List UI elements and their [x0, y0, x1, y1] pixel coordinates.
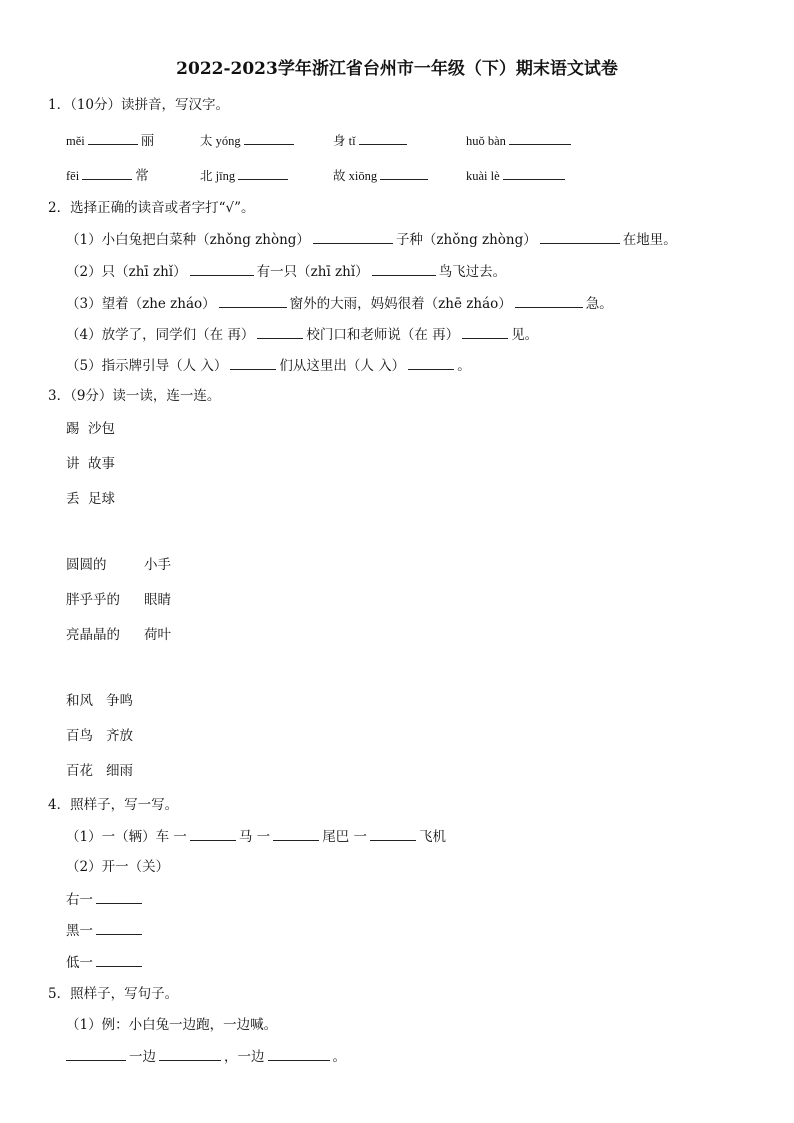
q1-item	[466, 131, 574, 150]
pinyin-text: měi	[66, 134, 85, 148]
q4-item	[66, 953, 145, 972]
answer-blank[interactable]	[509, 131, 571, 145]
answer-blank[interactable]	[96, 921, 142, 935]
pinyin-text: 身 tǐ	[333, 134, 356, 148]
q2-heading: 2．选择正确的读音或者字打“√”。	[48, 200, 255, 216]
q4-item	[66, 921, 145, 940]
q4-text: 右一	[66, 892, 93, 908]
pinyin-text: 太 yóng	[200, 134, 241, 148]
q4-part-1	[66, 827, 446, 846]
answer-blank[interactable]	[540, 230, 620, 244]
q2-text: 有一只（zhī zhǐ）	[256, 264, 369, 280]
hanzi-text: 常	[135, 168, 149, 184]
q5-sentence	[66, 1047, 346, 1066]
q2-item-5	[66, 356, 471, 375]
answer-blank[interactable]	[66, 1047, 126, 1061]
answer-blank[interactable]	[244, 131, 294, 145]
answer-blank[interactable]	[273, 827, 319, 841]
match-right[interactable]: 故事	[88, 456, 115, 472]
q2-item-3	[66, 294, 613, 313]
q4-text: （1）一（辆）车 一	[66, 829, 187, 845]
q4-text: 黑一	[66, 923, 93, 939]
answer-blank[interactable]	[370, 827, 416, 841]
answer-blank[interactable]	[257, 325, 303, 339]
q4-text: 低一	[66, 955, 93, 971]
answer-blank[interactable]	[515, 294, 583, 308]
answer-blank[interactable]	[238, 166, 288, 180]
match-right[interactable]: 沙包	[88, 421, 115, 437]
q1-item	[333, 166, 431, 185]
q2-item-4	[66, 325, 538, 344]
answer-blank[interactable]	[380, 166, 428, 180]
q2-text: 鸟飞过去。	[438, 264, 507, 280]
match-left[interactable]: 丢	[66, 491, 80, 507]
q2-text: 们从这里出（人 入）	[279, 358, 406, 374]
q2-text: 见。	[511, 327, 539, 343]
match-right[interactable]: 齐放	[106, 728, 133, 744]
answer-blank[interactable]	[313, 230, 393, 244]
match-right[interactable]: 小手	[144, 557, 171, 573]
q4-heading: 4．照样子，写一写。	[48, 797, 179, 813]
match-left[interactable]: 百花	[66, 763, 93, 779]
q2-text: （4）放学了，同学们（在 再）	[66, 327, 255, 343]
answer-blank[interactable]	[359, 131, 407, 145]
pinyin-text: huǒ bàn	[466, 134, 506, 148]
q2-text: 校门口和老师说（在 再）	[306, 327, 460, 343]
match-left[interactable]: 胖乎乎的	[66, 592, 120, 608]
answer-blank[interactable]	[408, 356, 454, 370]
answer-blank[interactable]	[96, 890, 142, 904]
answer-blank[interactable]	[190, 827, 236, 841]
match-right[interactable]: 足球	[88, 491, 115, 507]
match-right[interactable]: 荷叶	[144, 627, 171, 643]
answer-blank[interactable]	[462, 325, 508, 339]
q1-item	[66, 131, 154, 150]
q2-item-2	[66, 262, 506, 281]
q4-text: 马 一	[238, 829, 271, 845]
q1-item	[333, 131, 410, 150]
q2-text: （3）望着（zhe zháo）	[66, 296, 216, 312]
q1-heading: 1．（10分）读拼音，写汉字。	[48, 97, 230, 113]
q2-text: 窗外的大雨，妈妈很着（zhē zháo）	[289, 296, 512, 312]
q5-heading: 5．照样子，写句子。	[48, 986, 179, 1002]
answer-blank[interactable]	[268, 1047, 330, 1061]
hanzi-text: 丽	[140, 133, 155, 149]
answer-blank[interactable]	[82, 166, 132, 180]
q4-text: 尾巴 一	[322, 829, 367, 845]
match-left[interactable]: 亮晶晶的	[66, 627, 120, 643]
match-right[interactable]: 眼睛	[144, 592, 171, 608]
q5-text: 。	[332, 1049, 346, 1065]
q5-text: 一边	[129, 1049, 156, 1065]
q1-item	[66, 166, 149, 185]
q1-item	[466, 166, 568, 185]
answer-blank[interactable]	[503, 166, 565, 180]
q1-item	[200, 166, 291, 185]
q2-text: （2）只（zhī zhǐ）	[66, 264, 187, 280]
q3-heading: 3．（9分）读一读，连一连。	[48, 388, 221, 404]
q1-item	[200, 131, 297, 150]
answer-blank[interactable]	[159, 1047, 221, 1061]
q2-text: （5）指示牌引导（人 入）	[66, 358, 228, 374]
page-title: 2022-2023学年浙江省台州市一年级（下）期末语文试卷	[176, 59, 618, 79]
match-left[interactable]: 百鸟	[66, 728, 93, 744]
q5-example: （1）例：小白兔一边跑，一边喊。	[66, 1017, 278, 1033]
answer-blank[interactable]	[372, 262, 436, 276]
q4-item	[66, 890, 145, 909]
answer-blank[interactable]	[219, 294, 287, 308]
match-left[interactable]: 讲	[66, 456, 80, 472]
q5-text: ，一边	[224, 1049, 265, 1065]
answer-blank[interactable]	[96, 953, 142, 967]
q2-item-1	[66, 230, 677, 249]
q2-text: 。	[457, 358, 471, 374]
answer-blank[interactable]	[88, 131, 138, 145]
match-left[interactable]: 踢	[66, 421, 80, 437]
q2-text: 在地里。	[622, 232, 677, 248]
q2-text: 急。	[585, 296, 613, 312]
q2-text: （1）小白兔把白菜种（zhǒng zhòng）	[66, 232, 310, 248]
answer-blank[interactable]	[230, 356, 276, 370]
q2-text: 子种（zhǒng zhòng）	[395, 232, 537, 248]
pinyin-text: kuài lè	[466, 169, 500, 183]
q4-part-2: （2）开一（关）	[66, 859, 170, 875]
pinyin-text: 故 xiōng	[333, 169, 378, 183]
pinyin-text: 北 jīng	[200, 169, 236, 183]
match-left[interactable]: 圆圆的	[66, 557, 107, 573]
answer-blank[interactable]	[190, 262, 254, 276]
match-right[interactable]: 争鸣	[106, 693, 133, 709]
match-left[interactable]: 和风	[66, 693, 93, 709]
pinyin-text: fēi	[66, 169, 80, 183]
match-right[interactable]: 细雨	[106, 763, 133, 779]
q4-text: 飞机	[418, 829, 446, 845]
